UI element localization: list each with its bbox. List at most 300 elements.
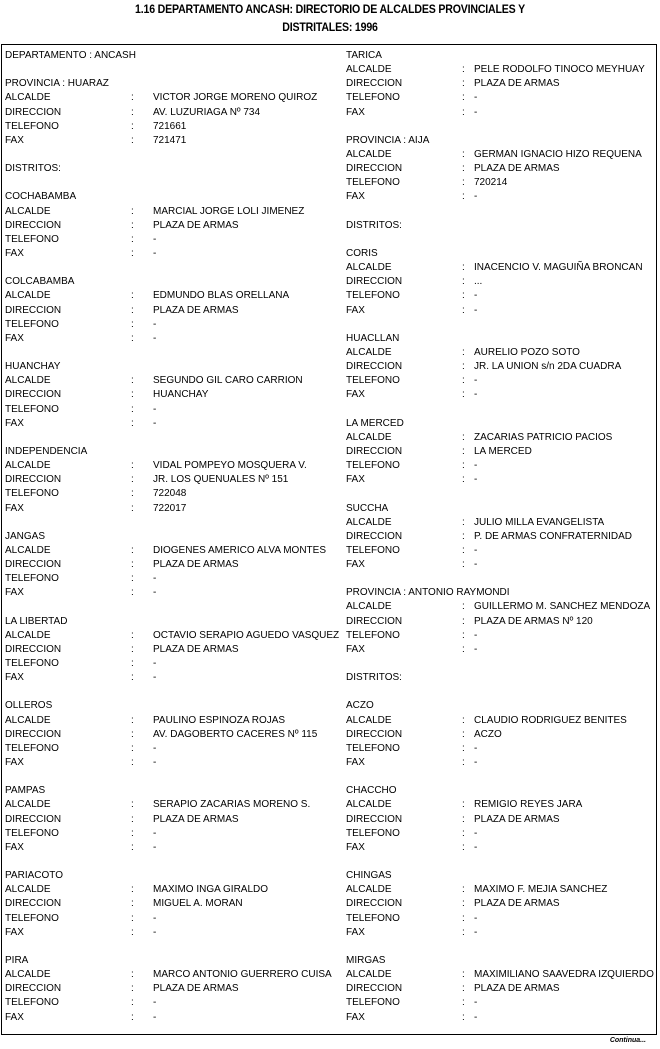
fax-label: FAX xyxy=(346,304,365,316)
colon-separator: : xyxy=(462,997,465,1009)
blank-row xyxy=(346,940,660,954)
direccion-label: DIRECCION xyxy=(5,728,62,740)
colon-separator: : xyxy=(131,389,134,401)
telefono-value: 722048 xyxy=(153,488,187,500)
fax-value: - xyxy=(474,841,478,853)
heading-text: HUANCHAY xyxy=(5,361,61,373)
colon-separator: : xyxy=(462,615,465,627)
alcalde-label: ALCALDE xyxy=(5,884,51,896)
colon-separator: : xyxy=(131,460,134,472)
alcalde-label: ALCALDE xyxy=(346,262,392,274)
alcalde-value: SERAPIO ZACARIAS MORENO S. xyxy=(153,799,311,811)
section-heading xyxy=(346,699,660,713)
fax-row xyxy=(346,756,660,770)
colon-separator: : xyxy=(131,92,134,104)
telefono-label: TELEFONO xyxy=(5,233,59,245)
direccion-row xyxy=(5,304,345,318)
telefono-row xyxy=(346,996,660,1010)
page-title-line-1: 1.16 DEPARTAMENTO ANCASH: DIRECTORIO DE ALCALDES PROVINCIALES Y xyxy=(135,4,525,16)
heading-text: COLCABAMBA xyxy=(5,276,75,288)
colon-separator: : xyxy=(131,375,134,387)
telefono-row xyxy=(5,120,345,134)
fax-value: - xyxy=(474,1011,478,1023)
section-heading xyxy=(346,247,660,261)
blank-row xyxy=(5,685,345,699)
heading-text: PROVINCIA : AIJA xyxy=(346,134,430,146)
colon-separator: : xyxy=(462,163,465,175)
fax-value: - xyxy=(153,587,157,599)
fax-value: - xyxy=(153,332,157,344)
fax-label: FAX xyxy=(346,389,365,401)
telefono-value: - xyxy=(474,827,478,839)
blank-row xyxy=(346,487,660,501)
alcalde-label: ALCALDE xyxy=(346,516,392,528)
direccion-row xyxy=(346,615,660,629)
fax-label: FAX xyxy=(5,757,24,769)
direccion-value: PLAZA DE ARMAS xyxy=(153,983,239,995)
direccion-label: DIRECCION xyxy=(346,78,403,90)
telefono-value: - xyxy=(474,544,478,556)
heading-text: DISTRITOS: xyxy=(346,219,402,231)
alcalde-value: OCTAVIO SERAPIO AGUEDO VASQUEZ xyxy=(153,629,340,641)
fax-label: FAX xyxy=(5,672,24,684)
blank-row xyxy=(346,855,660,869)
telefono-label: TELEFONO xyxy=(5,912,59,924)
direccion-row xyxy=(346,897,660,911)
colon-separator: : xyxy=(131,417,134,429)
colon-separator: : xyxy=(462,516,465,528)
colon-separator: : xyxy=(131,106,134,118)
blank-row xyxy=(5,63,345,77)
heading-text: ACZO xyxy=(346,700,374,712)
section-heading xyxy=(346,219,660,233)
colon-separator: : xyxy=(462,1011,465,1023)
colon-separator: : xyxy=(131,205,134,217)
colon-separator: : xyxy=(131,813,134,825)
fax-label: FAX xyxy=(5,926,24,938)
telefono-label: TELEFONO xyxy=(5,573,59,585)
fax-label: FAX xyxy=(5,587,24,599)
colon-separator: : xyxy=(131,502,134,514)
blank-row xyxy=(346,657,660,671)
telefono-row xyxy=(346,91,660,105)
blank-row xyxy=(5,261,345,275)
telefono-row xyxy=(5,912,345,926)
colon-separator: : xyxy=(131,997,134,1009)
telefono-label: TELEFONO xyxy=(346,544,400,556)
section-heading xyxy=(5,954,345,968)
alcalde-value: GUILLERMO M. SANCHEZ MENDOZA xyxy=(474,601,651,613)
colon-separator: : xyxy=(462,92,465,104)
colon-separator: : xyxy=(462,813,465,825)
telefono-row xyxy=(346,912,660,926)
fax-value: - xyxy=(474,643,478,655)
telefono-label: TELEFONO xyxy=(346,92,400,104)
fax-label: FAX xyxy=(5,1011,24,1023)
colon-separator: : xyxy=(462,601,465,613)
fax-value: - xyxy=(153,1011,157,1023)
direccion-row xyxy=(5,897,345,911)
fax-row xyxy=(346,1011,660,1025)
left-column xyxy=(5,49,345,1025)
colon-separator: : xyxy=(131,332,134,344)
colon-separator: : xyxy=(462,177,465,189)
direccion-label: DIRECCION xyxy=(5,106,62,118)
direccion-row xyxy=(346,275,660,289)
direccion-label: DIRECCION xyxy=(346,530,403,542)
colon-separator: : xyxy=(462,629,465,641)
fax-label: FAX xyxy=(346,1011,365,1023)
alcalde-row xyxy=(5,629,345,643)
direccion-row xyxy=(346,445,660,459)
blank-row xyxy=(5,770,345,784)
fax-value: - xyxy=(474,559,478,571)
colon-separator: : xyxy=(131,799,134,811)
fax-row xyxy=(346,388,660,402)
alcalde-value: DIOGENES AMERICO ALVA MONTES xyxy=(153,544,327,556)
alcalde-value: MARCIAL JORGE LOLI JIMENEZ xyxy=(153,205,305,217)
alcalde-row xyxy=(5,968,345,982)
fax-label: FAX xyxy=(5,247,24,259)
direccion-label: DIRECCION xyxy=(346,163,403,175)
fax-value: - xyxy=(153,841,157,853)
colon-separator: : xyxy=(462,290,465,302)
fax-label: FAX xyxy=(346,841,365,853)
direccion-label: DIRECCION xyxy=(5,898,62,910)
colon-separator: : xyxy=(462,64,465,76)
colon-separator: : xyxy=(462,884,465,896)
direccion-label: DIRECCION xyxy=(5,474,62,486)
colon-separator: : xyxy=(462,714,465,726)
telefono-row xyxy=(5,487,345,501)
telefono-label: TELEFONO xyxy=(5,120,59,132)
alcalde-label: ALCALDE xyxy=(346,148,392,160)
telefono-value: - xyxy=(474,92,478,104)
telefono-row xyxy=(346,629,660,643)
colon-separator: : xyxy=(462,969,465,981)
direccion-value: P. DE ARMAS CONFRATERNIDAD xyxy=(474,530,632,542)
blank-row xyxy=(5,346,345,360)
alcalde-value: GERMAN IGNACIO HIZO REQUENA xyxy=(474,148,642,160)
fax-label: FAX xyxy=(346,191,365,203)
direccion-value: PLAZA DE ARMAS xyxy=(474,163,560,175)
fax-label: FAX xyxy=(5,841,24,853)
alcalde-value: MAXIMILIANO SAAVEDRA IZQUIERDO xyxy=(474,969,654,981)
colon-separator: : xyxy=(462,389,465,401)
alcalde-row xyxy=(346,714,660,728)
colon-separator: : xyxy=(462,346,465,358)
direccion-label: DIRECCION xyxy=(5,643,62,655)
fax-label: FAX xyxy=(346,926,365,938)
direccion-value: PLAZA DE ARMAS xyxy=(153,643,239,655)
fax-label: FAX xyxy=(5,417,24,429)
telefono-row xyxy=(346,374,660,388)
direccion-value: PLAZA DE ARMAS xyxy=(474,898,560,910)
alcalde-label: ALCALDE xyxy=(5,714,51,726)
section-heading xyxy=(346,784,660,798)
direccion-value: ... xyxy=(474,276,483,288)
colon-separator: : xyxy=(462,262,465,274)
telefono-row xyxy=(5,742,345,756)
alcalde-row xyxy=(346,261,660,275)
telefono-value: - xyxy=(474,290,478,302)
fax-row xyxy=(5,926,345,940)
alcalde-label: ALCALDE xyxy=(346,64,392,76)
telefono-value: - xyxy=(153,658,157,670)
direccion-row xyxy=(346,813,660,827)
fax-value: - xyxy=(153,417,157,429)
alcalde-row xyxy=(5,883,345,897)
section-heading xyxy=(5,275,345,289)
direccion-row xyxy=(346,162,660,176)
section-heading xyxy=(5,77,345,91)
telefono-row xyxy=(346,289,660,303)
direccion-row xyxy=(5,643,345,657)
alcalde-label: ALCALDE xyxy=(5,544,51,556)
colon-separator: : xyxy=(131,672,134,684)
alcalde-row xyxy=(346,346,660,360)
telefono-value: 721661 xyxy=(153,120,187,132)
colon-separator: : xyxy=(131,629,134,641)
telefono-value: - xyxy=(474,997,478,1009)
colon-separator: : xyxy=(462,757,465,769)
telefono-value: - xyxy=(153,742,157,754)
direccion-label: DIRECCION xyxy=(5,389,62,401)
alcalde-row xyxy=(5,205,345,219)
colon-separator: : xyxy=(131,714,134,726)
telefono-label: TELEFONO xyxy=(5,488,59,500)
fax-row xyxy=(5,1011,345,1025)
telefono-row xyxy=(346,827,660,841)
telefono-label: TELEFONO xyxy=(346,177,400,189)
direccion-value: PLAZA DE ARMAS Nº 120 xyxy=(474,615,593,627)
telefono-value: - xyxy=(153,573,157,585)
section-heading xyxy=(5,162,345,176)
section-heading xyxy=(346,502,660,516)
telefono-value: - xyxy=(153,912,157,924)
fax-row xyxy=(346,558,660,572)
direccion-row xyxy=(5,982,345,996)
heading-text: LA MERCED xyxy=(346,417,404,429)
telefono-value: - xyxy=(153,403,157,415)
heading-text: INDEPENDENCIA xyxy=(5,445,88,457)
alcalde-row xyxy=(346,63,660,77)
alcalde-row xyxy=(5,289,345,303)
colon-separator: : xyxy=(462,559,465,571)
heading-text: CHACCHO xyxy=(346,785,397,797)
direccion-value: LA MERCED xyxy=(474,445,532,457)
fax-row xyxy=(5,841,345,855)
fax-row xyxy=(5,502,345,516)
heading-text: PAMPAS xyxy=(5,785,46,797)
fax-row xyxy=(5,756,345,770)
telefono-label: TELEFONO xyxy=(346,742,400,754)
telefono-label: TELEFONO xyxy=(5,318,59,330)
alcalde-value: VICTOR JORGE MORENO QUIROZ xyxy=(153,92,318,104)
fax-label: FAX xyxy=(5,134,24,146)
fax-row xyxy=(5,671,345,685)
fax-label: FAX xyxy=(5,502,24,514)
colon-separator: : xyxy=(462,742,465,754)
direccion-row xyxy=(346,530,660,544)
alcalde-label: ALCALDE xyxy=(5,205,51,217)
section-heading xyxy=(346,954,660,968)
fax-row xyxy=(5,417,345,431)
telefono-label: TELEFONO xyxy=(5,742,59,754)
telefono-value: - xyxy=(474,742,478,754)
fax-row xyxy=(346,190,660,204)
blank-row xyxy=(346,403,660,417)
colon-separator: : xyxy=(131,587,134,599)
alcalde-value: JULIO MILLA EVANGELISTA xyxy=(474,516,605,528)
section-heading xyxy=(5,784,345,798)
telefono-value: - xyxy=(153,827,157,839)
telefono-value: 720214 xyxy=(474,177,508,189)
telefono-value: - xyxy=(474,912,478,924)
alcalde-value: ZACARIAS PATRICIO PACIOS xyxy=(474,431,613,443)
colon-separator: : xyxy=(462,276,465,288)
directory-frame xyxy=(1,44,657,1035)
colon-separator: : xyxy=(131,827,134,839)
colon-separator: : xyxy=(131,573,134,585)
direccion-value: ACZO xyxy=(474,728,502,740)
page-title-line-2: DISTRITALES: 1996 xyxy=(282,22,378,34)
colon-separator: : xyxy=(131,134,134,146)
alcalde-label: ALCALDE xyxy=(346,799,392,811)
telefono-label: TELEFONO xyxy=(346,460,400,472)
alcalde-row xyxy=(346,516,660,530)
colon-separator: : xyxy=(462,983,465,995)
alcalde-label: ALCALDE xyxy=(346,346,392,358)
fax-row xyxy=(346,841,660,855)
alcalde-value: EDMUNDO BLAS ORELLANA xyxy=(153,290,290,302)
colon-separator: : xyxy=(131,304,134,316)
alcalde-label: ALCALDE xyxy=(5,460,51,472)
heading-text: CHINGAS xyxy=(346,870,392,882)
direccion-label: DIRECCION xyxy=(346,898,403,910)
telefono-label: TELEFONO xyxy=(346,912,400,924)
blank-row xyxy=(5,516,345,530)
departamento-heading xyxy=(5,49,345,63)
telefono-row xyxy=(346,176,660,190)
fax-row xyxy=(5,134,345,148)
continua-note: Continua... xyxy=(609,1037,646,1044)
section-heading xyxy=(346,417,660,431)
telefono-row xyxy=(346,459,660,473)
alcalde-row xyxy=(5,714,345,728)
fax-row xyxy=(346,106,660,120)
heading-text: DEPARTAMENTO : ANCASH xyxy=(5,50,136,61)
colon-separator: : xyxy=(462,431,465,443)
heading-text: PIRA xyxy=(5,955,29,966)
section-heading xyxy=(346,869,660,883)
fax-value: - xyxy=(153,926,157,938)
fax-value: - xyxy=(474,389,478,401)
fax-value: - xyxy=(474,106,478,118)
colon-separator: : xyxy=(131,742,134,754)
direccion-row xyxy=(5,219,345,233)
colon-separator: : xyxy=(131,983,134,995)
colon-separator: : xyxy=(131,544,134,556)
alcalde-value: MAXIMO F. MEJIA SANCHEZ xyxy=(474,884,608,896)
telefono-row xyxy=(5,233,345,247)
alcalde-value: MAXIMO INGA GIRALDO xyxy=(153,884,269,896)
fax-label: FAX xyxy=(346,106,365,118)
alcalde-value: AURELIO POZO SOTO xyxy=(474,346,580,358)
direccion-label: DIRECCION xyxy=(5,304,62,316)
telefono-value: - xyxy=(474,629,478,641)
fax-row xyxy=(5,586,345,600)
alcalde-row xyxy=(346,968,660,982)
alcalde-label: ALCALDE xyxy=(5,290,51,302)
alcalde-row xyxy=(346,883,660,897)
telefono-label: TELEFONO xyxy=(346,375,400,387)
direccion-label: DIRECCION xyxy=(346,361,403,373)
blank-row xyxy=(5,176,345,190)
alcalde-label: ALCALDE xyxy=(346,969,392,981)
telefono-row xyxy=(5,996,345,1010)
telefono-label: TELEFONO xyxy=(5,827,59,839)
fax-value: - xyxy=(153,247,157,259)
blank-row xyxy=(5,600,345,614)
colon-separator: : xyxy=(131,912,134,924)
alcalde-value: REMIGIO REYES JARA xyxy=(474,799,583,811)
colon-separator: : xyxy=(462,460,465,472)
section-heading xyxy=(5,869,345,883)
section-heading xyxy=(5,190,345,204)
colon-separator: : xyxy=(131,884,134,896)
blank-row xyxy=(346,120,660,134)
colon-separator: : xyxy=(131,643,134,655)
telefono-row xyxy=(346,544,660,558)
section-heading xyxy=(346,49,660,63)
alcalde-label: ALCALDE xyxy=(5,799,51,811)
colon-separator: : xyxy=(131,290,134,302)
colon-separator: : xyxy=(462,912,465,924)
telefono-value: - xyxy=(474,460,478,472)
direccion-label: DIRECCION xyxy=(5,983,62,995)
fax-row xyxy=(346,304,660,318)
telefono-label: TELEFONO xyxy=(346,629,400,641)
blank-row xyxy=(346,685,660,699)
direccion-row xyxy=(5,388,345,402)
direccion-value: PLAZA DE ARMAS xyxy=(153,219,239,231)
colon-separator: : xyxy=(131,969,134,981)
alcalde-label: ALCALDE xyxy=(346,714,392,726)
alcalde-row xyxy=(346,600,660,614)
colon-separator: : xyxy=(131,233,134,245)
fax-value: - xyxy=(153,757,157,769)
colon-separator: : xyxy=(462,474,465,486)
colon-separator: : xyxy=(131,1011,134,1023)
telefono-label: TELEFONO xyxy=(346,290,400,302)
heading-text: PROVINCIA : HUARAZ xyxy=(5,78,109,90)
fax-label: FAX xyxy=(5,332,24,344)
colon-separator: : xyxy=(131,559,134,571)
direccion-value: PLAZA DE ARMAS xyxy=(153,304,239,316)
direccion-row xyxy=(5,558,345,572)
direccion-row xyxy=(346,360,660,374)
heading-text: DISTRITOS: xyxy=(5,163,61,175)
telefono-label: TELEFONO xyxy=(5,658,59,670)
heading-text: OLLEROS xyxy=(5,700,53,712)
alcalde-row xyxy=(5,544,345,558)
alcalde-row xyxy=(346,148,660,162)
colon-separator: : xyxy=(131,120,134,132)
fax-value: 722017 xyxy=(153,502,187,514)
telefono-row xyxy=(5,403,345,417)
alcalde-row xyxy=(5,798,345,812)
